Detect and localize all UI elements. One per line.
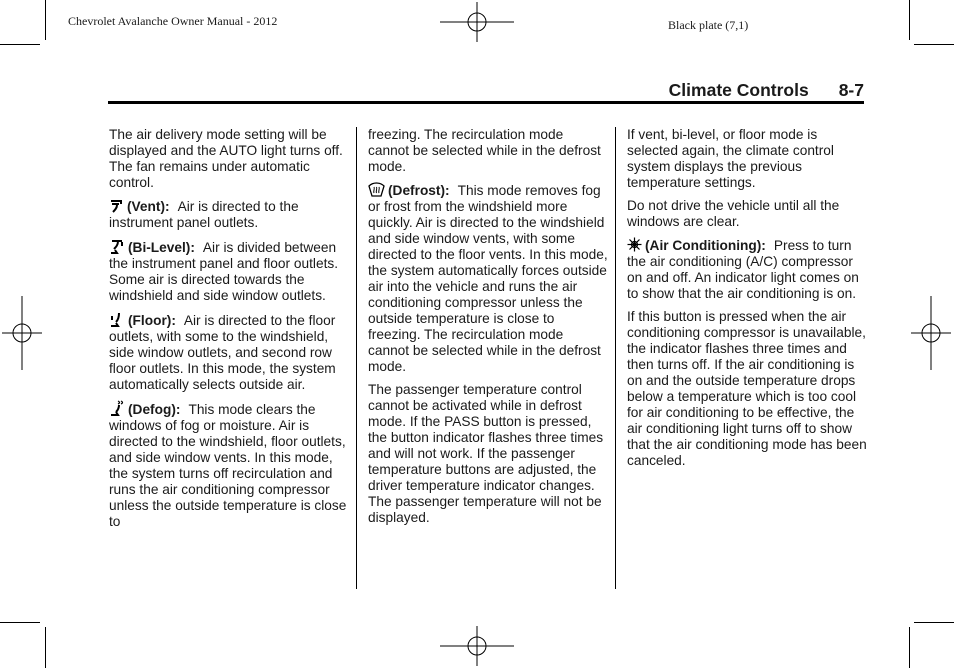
- paragraph: If vent, bi-level, or floor mode is selected again, the climate control system displays the previous temperature settings.: [627, 127, 834, 190]
- bilevel-mode-icon: [109, 238, 125, 254]
- column-divider: [356, 127, 357, 589]
- paragraph: The passenger temperature control cannot be activated while in defrost mode. If the PASS button is pressed, the button indicator flashes three times and will not work. If the passenger temperature buttons are adjusted, the driver temperature indicator changes. The passenger temperature will not be displayed.: [368, 382, 604, 525]
- crop-mark: [0, 44, 40, 45]
- registration-mark-right: [911, 296, 951, 370]
- registration-mark-top: [440, 2, 514, 42]
- crop-mark: [45, 0, 46, 40]
- page-number: 8-7: [838, 80, 864, 100]
- manual-title: Chevrolet Avalanche Owner Manual - 2012: [68, 14, 278, 28]
- floor-mode-icon: [109, 311, 125, 327]
- floor-label: (Floor):: [128, 313, 176, 328]
- column-1: [109, 127, 349, 537]
- snowflake-icon: [627, 237, 642, 252]
- ac-text: Press to turn the air conditioning (A/C) compressor on and off. An indicator light comes on to show that the air conditioning is on.: [627, 238, 859, 301]
- page-heading: [610, 80, 864, 101]
- vent-text: Air is directed to the instrument panel outlets.: [109, 199, 299, 230]
- floor-paragraph: [109, 311, 349, 393]
- registration-mark-left: [2, 296, 42, 370]
- bilevel-label: (Bi-Level):: [128, 240, 195, 255]
- crop-mark: [45, 627, 46, 668]
- paragraph: Do not drive the vehicle until all the windows are clear.: [627, 198, 840, 229]
- defog-text: This mode clears the windows of fog or moisture. Air is directed to the windshield, floor outlets, and side window vents. In this mode, the system turns off recirculation and runs the air conditioning compressor unless the outside temperature is close to: [109, 402, 347, 529]
- column-3: [627, 127, 867, 476]
- registration-mark-bottom: [440, 626, 514, 666]
- crop-mark: [914, 44, 954, 45]
- crop-mark: [909, 0, 910, 40]
- paragraph: freezing. The recirculation mode cannot be selected while in the defrost mode.: [368, 127, 601, 174]
- vent-mode-icon: [109, 198, 124, 213]
- defog-label: (Defog):: [128, 402, 181, 417]
- heading-rule: [108, 101, 864, 104]
- bilevel-paragraph: [109, 238, 349, 304]
- crop-mark: [914, 622, 954, 623]
- vent-label: (Vent):: [127, 199, 170, 214]
- ac-paragraph: [627, 237, 867, 302]
- defog-paragraph: [109, 400, 349, 530]
- defrost-paragraph: [368, 182, 608, 375]
- column-divider: [615, 127, 616, 589]
- defrost-text: This mode removes fog or frost from the windshield more quickly. Air is directed to the windshield and side window vents, with some directed to the floor vents. In this mode, the system automatically forces outside air into the vehicle and runs the air conditioning compressor unless the outside temperature is close to freezing. The recirculation mode cannot be selected while in the defrost mode.: [368, 183, 608, 374]
- defrost-mode-icon: [368, 182, 385, 197]
- vent-paragraph: [109, 198, 349, 231]
- crop-mark: [909, 627, 910, 668]
- defog-mode-icon: [109, 400, 125, 416]
- floor-text: Air is directed to the floor outlets, with some to the windshield, side window outlets, and second row floor outlets. In this mode, the system automatically selects outside air.: [109, 313, 336, 392]
- bilevel-text: Air is divided between the instrument panel and floor outlets. Some air is directed towards the windshield and side window outlets.: [109, 240, 339, 303]
- ac-label: (Air Conditioning):: [645, 238, 766, 253]
- section-title: Climate Controls: [668, 80, 809, 100]
- plate-label: Black plate (7,1): [668, 18, 749, 32]
- crop-mark: [0, 622, 40, 623]
- paragraph: The air delivery mode setting will be displayed and the AUTO light turns off. The fan remains under automatic control.: [109, 127, 343, 190]
- column-2: [368, 127, 608, 533]
- defrost-label: (Defrost):: [388, 183, 450, 198]
- paragraph: If this button is pressed when the air conditioning compressor is unavailable, the indicator flashes three times and then turns off. If the air conditioning is on and the outside temperature drops below a temperature which is too cool for air conditioning to be effective, the air conditioning light turns off to show that the air conditioning mode has been canceled.: [627, 309, 867, 468]
